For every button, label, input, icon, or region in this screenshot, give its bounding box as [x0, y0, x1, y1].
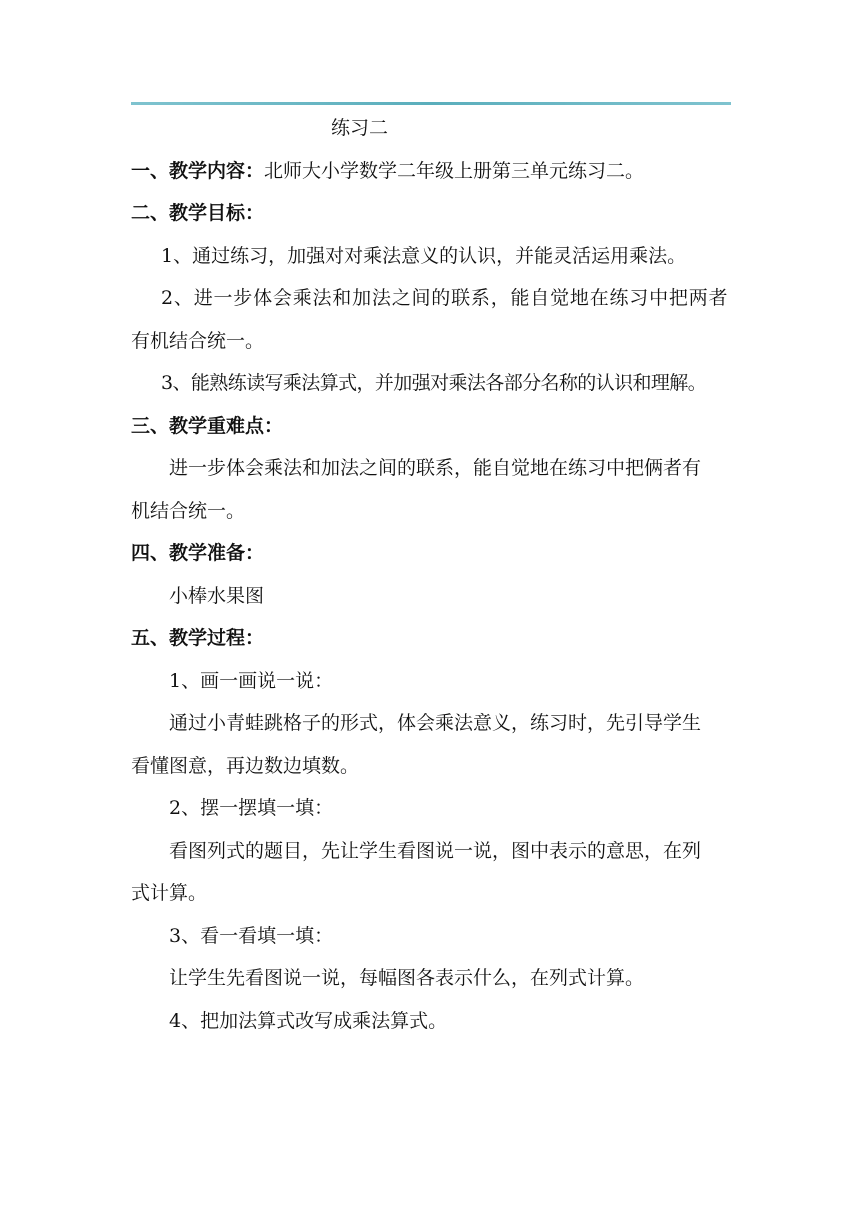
key-points-line-2: 机结合统一。: [131, 499, 246, 522]
step-1-title: 1、画一画说一说：: [169, 669, 334, 692]
step-2-title: 2、摆一摆填一填：: [169, 797, 334, 819]
section-2-heading: 二、教学目标：: [131, 202, 265, 224]
step-3-line-1: 让学生先看图说一说，每幅图各表示什么，在列式计算。: [169, 967, 645, 989]
section-5-heading: 五、教学过程：: [131, 627, 265, 649]
section-4-heading: 四、教学准备：: [131, 542, 265, 564]
step-2-line-2: 式计算。: [131, 882, 208, 904]
document-body: [131, 107, 731, 1042]
section-1-heading: 一、教学内容：: [131, 159, 265, 182]
objective-2-line-2: 有机结合统一。: [131, 329, 265, 352]
header-rule: [131, 102, 731, 105]
preparation-value: 小棒水果图: [169, 584, 265, 607]
section-3-heading: 三、教学重难点：: [131, 414, 284, 437]
step-4-title: 4、把加法算式改写成乘法算式。: [169, 1009, 448, 1032]
section-1: [131, 150, 731, 193]
step-2-line-1: 看图列式的题目，先让学生看图说一说，图中表示的意思，在列: [169, 839, 702, 862]
key-points-line-1: 进一步体会乘法和加法之间的联系，能自觉地在练习中把俩者有: [169, 457, 702, 479]
step-1-line-1: 通过小青蛙跳格子的形式，体会乘法意义，练习时，先引导学生: [169, 712, 702, 734]
objective-1: 1、通过练习，加强对对乘法意义的认识，并能灵活运用乘法。: [161, 244, 687, 267]
step-1-line-2: 看懂图意，再边数边填数。: [131, 754, 360, 777]
step-3-title: 3、看一看填一填：: [169, 924, 334, 947]
page-title: 练习二: [331, 117, 389, 139]
objective-3: 3、能熟练读写乘法算式，并加强对乘法各部分名称的认识和理解。: [161, 372, 707, 394]
objective-2-line-1: 2、进一步体会乘法和加法之间的联系，能自觉地在练习中把两者: [161, 287, 729, 309]
section-1-value: 北师大小学数学二年级上册第三单元练习二。: [264, 159, 645, 182]
